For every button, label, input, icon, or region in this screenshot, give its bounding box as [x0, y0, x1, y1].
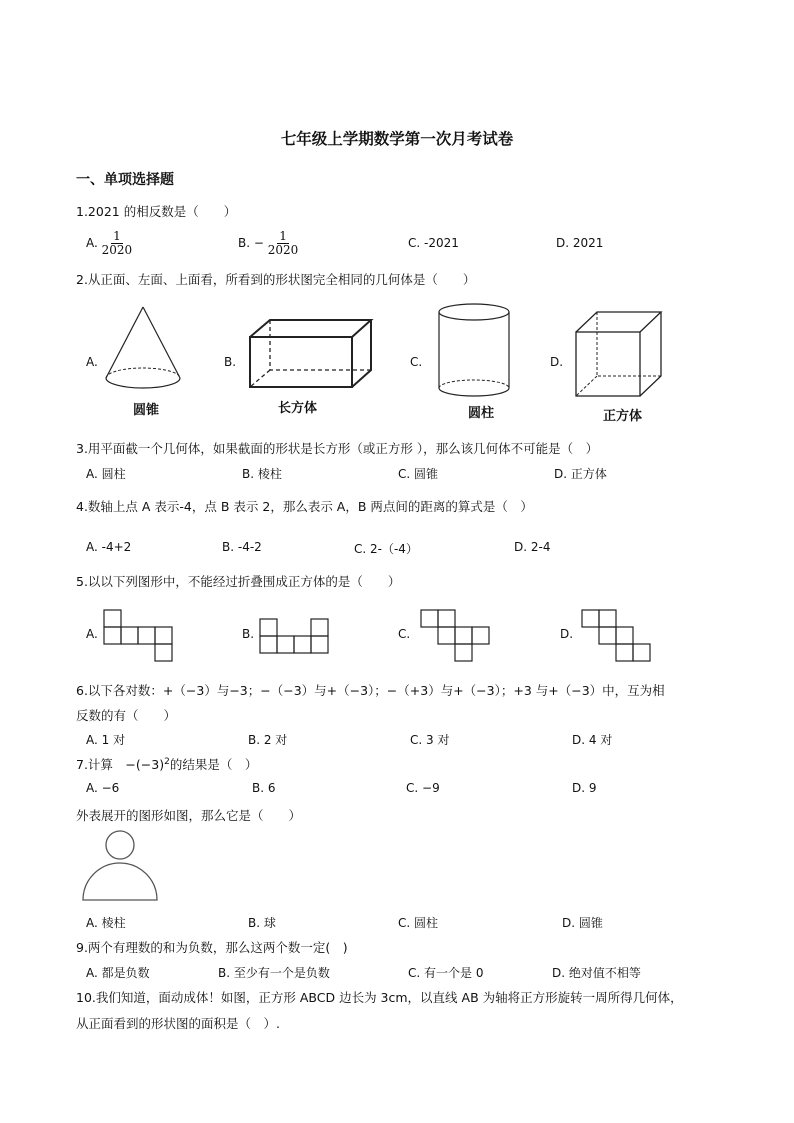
q7-option-a: A. −6 [86, 781, 120, 795]
question-2-text: 2.从正面、左面、上面看，所看到的形状图完全相同的几何体是（ ） [76, 272, 476, 287]
q8-option-c: C. 圆柱 [398, 916, 439, 930]
q6-option-c: C. 3 对 [410, 733, 450, 747]
cylinder-caption: 圆柱 [468, 406, 495, 421]
q7-option-c: C. −9 [406, 781, 440, 795]
q7-exponent: 2 [164, 756, 170, 767]
question-10-line-1: 10.我们知道，面动成体！如图，正方形 ABCD 边长为 3cm，以直线 AB 为轴将正方形旋转一周所得几何体， [76, 990, 683, 1005]
q1-option-a-prefix: A. [86, 236, 98, 250]
q4-option-b: B. -4-2 [222, 540, 262, 554]
question-4-text: 4.数轴上点 A 表示-4，点 B 表示 2，那么表示 A，B 两点间的距离的算式是（ ） [76, 499, 533, 514]
q9-option-b: B. 至少有一个是负数 [218, 966, 330, 980]
net-figure-a [102, 609, 174, 664]
question-10-line-2: 从正面看到的形状图的面积是（ ）. [76, 1016, 280, 1031]
question-1-text: 1.2021 的相反数是（ ） [76, 204, 237, 219]
q3-option-c: C. 圆锥 [398, 467, 439, 481]
q7-option-d: D. 9 [572, 781, 597, 795]
q4-option-c: C. 2-（-4） [354, 542, 418, 556]
q8-option-d: D. 圆锥 [562, 916, 603, 930]
cuboid-figure [245, 315, 375, 390]
question-7-text [76, 755, 257, 773]
q1-option-b-fraction [268, 230, 299, 257]
net-figure-c [419, 609, 491, 664]
q5-option-b: B. [242, 627, 255, 641]
q8-option-b: B. 球 [248, 916, 276, 930]
q7-suffix: 的结果是（ ） [169, 757, 258, 772]
question-5-text: 5.以以下列图形中，不能经过折叠围成正方体的是（ ） [76, 574, 401, 589]
question-9-text: 9.两个有理数的和为负数，那么这两个数一定( ) [76, 940, 348, 955]
q1-b-denominator: 2020 [267, 243, 299, 257]
q5-option-d: D. [560, 627, 574, 641]
cylinder-figure [435, 302, 515, 402]
q5-option-a: A. [86, 627, 98, 641]
q1-option-b [238, 230, 298, 257]
net-figure-d [580, 609, 652, 664]
q6-option-a: A. 1 对 [86, 733, 126, 747]
section-heading: 一、单项选择题 [76, 172, 174, 188]
q2-option-d: D. [550, 355, 564, 369]
q1-option-a-fraction [102, 230, 133, 257]
cube-caption: 正方体 [603, 409, 643, 424]
q2-option-b: B. [224, 355, 237, 369]
sphere-net-figure [82, 830, 162, 902]
q5-option-c: C. [398, 627, 411, 641]
question-3-text: 3.用平面截一个几何体，如果截面的形状是长方形（或正方形 ），那么该几何体不可能是（ ） [76, 441, 599, 456]
question-8-text: 外表展开的图形如图，那么它是（ ） [76, 808, 302, 823]
q1-a-numerator: 1 [113, 229, 121, 243]
q1-option-b-prefix: B. − [238, 236, 264, 250]
net-figure-b [258, 618, 330, 656]
q7-option-b: B. 6 [252, 781, 276, 795]
page-title: 七年级上学期数学第一次月考试卷 [280, 130, 514, 148]
q3-option-a: A. 圆柱 [86, 467, 126, 481]
q3-option-d: D. 正方体 [554, 467, 607, 481]
q3-option-b: B. 棱柱 [242, 467, 282, 481]
q8-option-a: A. 棱柱 [86, 916, 126, 930]
q7-prefix: 7.计算 −(−3) [76, 757, 165, 772]
q4-option-d: D. 2-4 [514, 540, 551, 554]
q6-option-b: B. 2 对 [248, 733, 288, 747]
q9-option-a: A. 都是负数 [86, 966, 150, 980]
q1-option-c: C. -2021 [408, 236, 459, 250]
cube-figure [572, 308, 667, 403]
q1-option-d: D. 2021 [556, 236, 604, 250]
q9-option-c: C. 有一个是 0 [408, 966, 484, 980]
cuboid-caption: 长方体 [278, 401, 318, 416]
q6-option-d: D. 4 对 [572, 733, 613, 747]
q2-option-c: C. [410, 355, 423, 369]
question-6-line-1: 6.以下各对数：+（−3）与−3；−（−3）与+（−3）；−（+3）与+（−3）；+3 与+（−3）中，互为相 [76, 683, 665, 698]
question-6-line-2: 反数的有（ ） [76, 708, 177, 723]
q4-option-a: A. -4+2 [86, 540, 132, 554]
q9-option-d: D. 绝对值不相等 [552, 966, 641, 980]
q1-b-numerator: 1 [279, 229, 287, 243]
q1-a-denominator: 2020 [101, 243, 133, 257]
cone-caption: 圆锥 [133, 403, 160, 418]
q1-option-a [86, 230, 132, 257]
q2-option-a: A. [86, 355, 98, 369]
